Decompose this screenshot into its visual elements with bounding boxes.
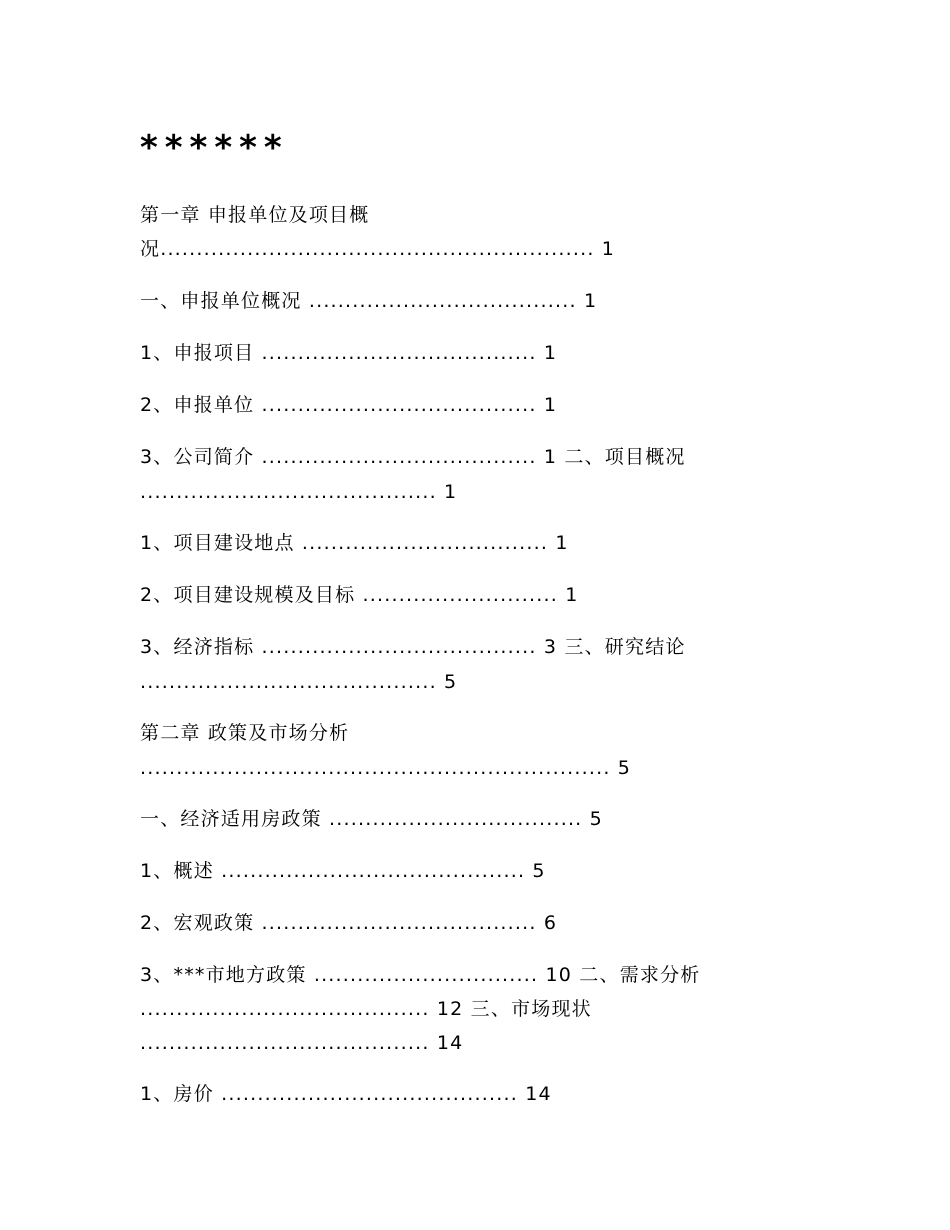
toc-line: ......................................... 1 — [140, 481, 458, 503]
toc-line: ................................................................. 5 — [140, 757, 632, 779]
toc-line: 况............................................................ 1 — [140, 238, 616, 260]
toc-line: ........................................ 12 三、市场现状 — [140, 998, 592, 1020]
document-title: ****** — [140, 128, 289, 168]
toc-line: 第二章 政策及市场分析 — [140, 722, 350, 744]
toc-line: 1、申报项目 ...................................... 1 — [140, 342, 558, 364]
toc-line: 2、申报单位 ...................................... 1 — [140, 394, 558, 416]
toc-line: 1、概述 .......................................... 5 — [140, 860, 546, 882]
toc-line: 一、经济适用房政策 ................................... 5 — [140, 808, 603, 830]
toc-line: 3、***市地方政策 ............................... 10 二、需求分析 — [140, 964, 701, 986]
toc-line: 1、房价 ......................................... 14 — [140, 1083, 552, 1105]
toc-line: 一、申报单位概况 ..................................... 1 — [140, 290, 598, 312]
toc-line: ......................................... 5 — [140, 671, 458, 693]
toc-line: 2、宏观政策 ...................................... 6 — [140, 912, 558, 934]
toc-line: 3、经济指标 ...................................... 3 三、研究结论 — [140, 636, 686, 658]
toc-line: ........................................ 14 — [140, 1032, 464, 1054]
toc-line: 1、项目建设地点 .................................. 1 — [140, 532, 569, 554]
toc-line: 3、公司简介 ...................................... 1 二、项目概况 — [140, 446, 686, 468]
toc-line: 2、项目建设规模及目标 ........................... 1 — [140, 584, 579, 606]
toc-line: 第一章 申报单位及项目概 — [140, 204, 370, 226]
